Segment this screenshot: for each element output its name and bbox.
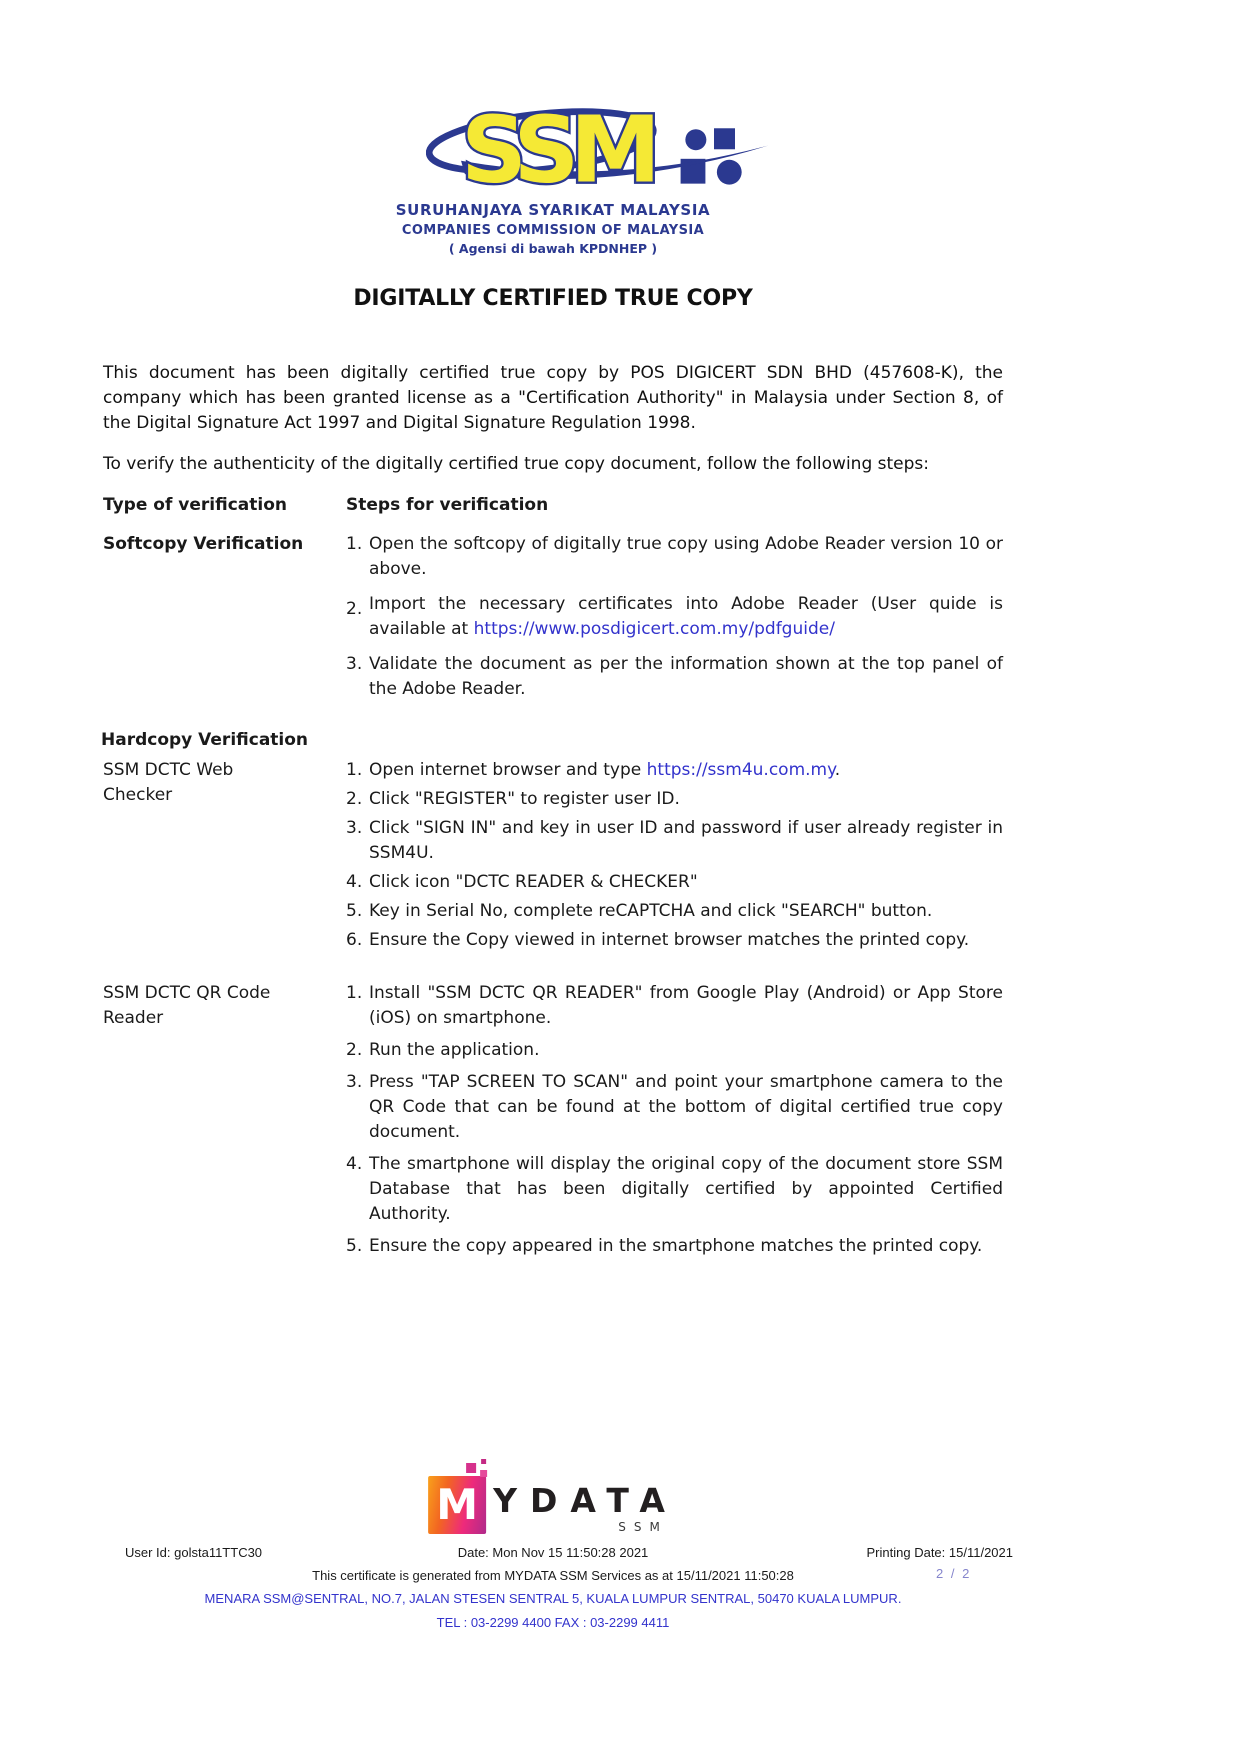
- step-item: [346, 787, 1003, 812]
- ssm4u-link[interactable]: https://ssm4u.com.my: [646, 760, 835, 780]
- step-text: Run the application.: [369, 1040, 540, 1060]
- mydata-wordmark: YDATA: [493, 1481, 678, 1520]
- step-text: Ensure the Copy viewed in internet browser matches the printed copy.: [369, 930, 970, 950]
- ssm-logo: [103, 0, 1003, 256]
- mydata-logo: [428, 1476, 678, 1534]
- step-number: 3.: [346, 818, 363, 838]
- step-text: Install "SSM DCTC QR READER" from Google Play (Android) or App Store (iOS) on smartphone.: [369, 983, 1003, 1028]
- ssm-name-english: COMPANIES COMMISSION OF MALAYSIA: [401, 223, 705, 238]
- ssm-dots: [680, 128, 741, 184]
- verification-table: [103, 493, 1003, 1266]
- qr-reader-steps: [346, 981, 1003, 1266]
- step-text: Click "SIGN IN" and key in user ID and password if user already register in SSM4U.: [369, 818, 1003, 863]
- ssm-name-malay: SURUHANJAYA SYARIKAT MALAYSIA: [395, 201, 711, 219]
- mydata-decor-square: [466, 1463, 476, 1473]
- mydata-m-letter: M: [436, 1480, 479, 1529]
- step-text: Ensure the copy appeared in the smartphone matches the printed copy.: [369, 1236, 983, 1256]
- step-item: [346, 592, 1003, 642]
- verify-instruction-paragraph: To verify the authenticity of the digitally certified true copy document, follow the following steps:: [103, 454, 930, 474]
- mydata-decor-square: [481, 1459, 486, 1464]
- step-item: [346, 532, 1003, 582]
- ssm-logo-graphic: [426, 92, 771, 197]
- step-item: [346, 652, 1003, 702]
- posdigicert-guide-link[interactable]: https://www.posdigicert.com.my/pdfguide/: [473, 619, 835, 639]
- softcopy-steps: [346, 532, 1003, 712]
- mydata-decor-square: [480, 1470, 487, 1477]
- step-number: 5.: [346, 901, 363, 921]
- step-item: [346, 870, 1003, 895]
- table-header-row: [103, 493, 1003, 532]
- footer-page-number: 2 / 2: [936, 1566, 972, 1581]
- softcopy-verification-row: [103, 532, 1003, 712]
- mydata-m-box: [428, 1476, 486, 1534]
- step-number: 2.: [346, 599, 363, 619]
- footer-date: Date: Mon Nov 15 11:50:28 2021: [457, 1545, 649, 1560]
- web-checker-label: SSM DCTC Web Checker: [103, 760, 234, 805]
- step-text: Validate the document as per the information shown at the top panel of the Adobe Reader.: [369, 654, 1003, 699]
- mydata-ssm-subtext: SSM: [618, 1520, 668, 1534]
- footer-printing-date: Printing Date: 15/11/2021: [866, 1545, 1013, 1560]
- column-header-steps: Steps for verification: [346, 495, 549, 515]
- intro-paragraph: This document has been digitally certified true copy by POS DIGICERT SDN BHD (457608-K), the company which has been granted license as a "Certification Authority" in Malaysia under Section 8, of the Digital Signature Act 1997 and Digital Signature Regulation 1998.: [103, 363, 1003, 433]
- step-text: Press "TAP SCREEN TO SCAN" and point your smartphone camera to the QR Code that can be found at the bottom of digital certified true copy document.: [369, 1072, 1003, 1142]
- footer-certificate-line: This certificate is generated from MYDATA SSM Services as at 15/11/2021 11:50:28: [312, 1568, 794, 1583]
- step-text-pre: Import the necessary certificates into Adobe Reader (User quide is available at: [369, 594, 1003, 639]
- step-number: 1.: [346, 760, 363, 780]
- ssm-logo-text: SSM: [460, 96, 651, 197]
- step-item: [346, 1234, 1003, 1259]
- step-item: [346, 928, 1003, 953]
- web-checker-steps: [346, 758, 1003, 957]
- step-number: 4.: [346, 872, 363, 892]
- step-item: [346, 758, 1003, 783]
- step-text: Click icon "DCTC READER & CHECKER": [369, 872, 698, 892]
- step-number: 1.: [346, 534, 363, 554]
- step-item: [346, 1152, 1003, 1227]
- step-text-post: .: [834, 760, 841, 780]
- web-checker-row: [103, 758, 1003, 957]
- step-text: Open the softcopy of digitally true copy using Adobe Reader version 10 or above.: [369, 534, 1003, 579]
- step-text: Click "REGISTER" to register user ID.: [369, 789, 680, 809]
- page-title: DIGITALLY CERTIFIED TRUE COPY: [353, 286, 753, 311]
- hardcopy-verification-label: Hardcopy Verification: [101, 730, 309, 750]
- step-number: 2.: [346, 789, 363, 809]
- step-item: [346, 1070, 1003, 1145]
- step-number: 3.: [346, 654, 363, 674]
- footer-user-id: User Id: golsta11TTC30: [125, 1545, 263, 1560]
- step-number: 2.: [346, 1040, 363, 1060]
- qr-reader-label: SSM DCTC QR Code Reader: [103, 983, 271, 1028]
- step-item: [346, 1038, 1003, 1063]
- footer-address: MENARA SSM@SENTRAL, NO.7, JALAN STESEN SENTRAL 5, KUALA LUMPUR SENTRAL, 50470 KUALA LUMPUR.: [204, 1591, 902, 1606]
- step-number: 3.: [346, 1072, 363, 1092]
- qr-reader-row: [103, 981, 1003, 1266]
- softcopy-verification-label: Softcopy Verification: [103, 534, 304, 554]
- footer-telephone: TEL : 03-2299 4400 FAX : 03-2299 4411: [436, 1615, 670, 1630]
- step-number: 6.: [346, 930, 363, 950]
- step-text: Key in Serial No, complete reCAPTCHA and click "SEARCH" button.: [369, 901, 933, 921]
- ssm-agency-note: ( Agensi di bawah KPDNHEP ): [448, 241, 658, 256]
- step-item: [346, 899, 1003, 924]
- step-number: 1.: [346, 983, 363, 1003]
- step-text: [369, 758, 1003, 783]
- step-text: [369, 592, 1003, 642]
- step-text-pre: Open internet browser and type: [369, 760, 647, 780]
- step-number: 4.: [346, 1154, 363, 1174]
- column-header-type: Type of verification: [103, 495, 287, 515]
- step-number: 5.: [346, 1236, 363, 1256]
- step-item: [346, 816, 1003, 866]
- step-text: The smartphone will display the original copy of the document store SSM Database that has been digitally certified by appointed Certified Authority.: [369, 1154, 1003, 1224]
- step-item: [346, 981, 1003, 1031]
